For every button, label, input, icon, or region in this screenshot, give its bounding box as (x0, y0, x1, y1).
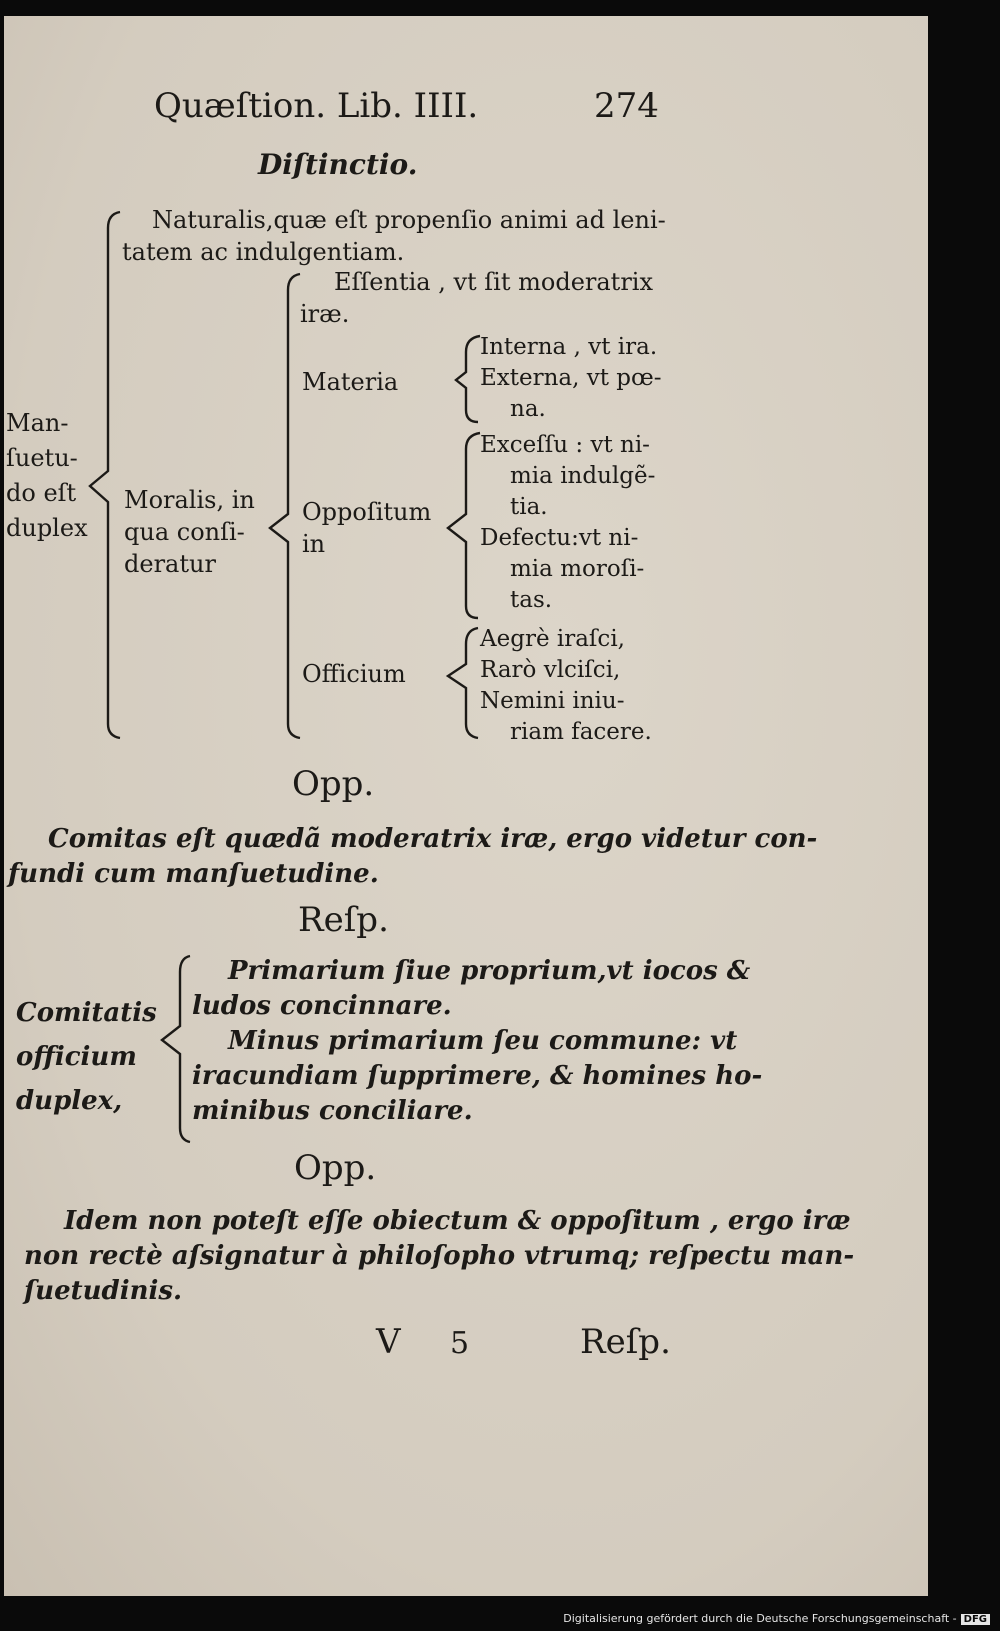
opp-text-1: Comitas eſt quædã moderatrix iræ, ergo videtur con- fundi cum manſuetudine. (8, 824, 818, 889)
officium-items: Aegrè iraſci, Rarò vlciſci, Nemini iniu- riam facere. (480, 626, 652, 745)
root-label: Man- ſuetu- do eſt duplex (6, 409, 88, 542)
resp-heading-1: Reſp. (298, 900, 389, 940)
dfg-logo: DFG (961, 1614, 990, 1625)
signature-mark: V (376, 1322, 401, 1362)
materia-label: Materia (302, 368, 399, 396)
essentia-text: Eſſentia , vt ſit moderatrix iræ. (300, 268, 654, 328)
page-number: 274 (594, 86, 659, 126)
brace-oppositum (448, 433, 480, 618)
brace-materia (456, 336, 480, 422)
materia-items: Interna , vt ira. Externa, vt pœ- na. (480, 334, 662, 422)
book-page (4, 16, 928, 1596)
brace-main (90, 212, 120, 738)
opp-heading-1: Opp. (292, 764, 375, 804)
moralis-text: Moralis, in qua conſi- deratur (124, 486, 255, 578)
naturalis-text: Naturalis,quæ eſt propenſio animi ad leni- tatem ac indulgentiam. (122, 206, 666, 266)
opp-heading-2: Opp. (294, 1148, 377, 1188)
oppositum-items: Exceſſu : vt ni- mia indulgẽ- tia. Defectu:vt ni- mia moroſi- tas. (480, 432, 656, 613)
section-title: Diſtinctio. (258, 148, 418, 181)
opp-text-2: Idem non poteſt eſſe obiectum & oppoſitum , ergo iræ non rectè aſsignatur à philoſopho vtrumq; reſpectu man- ſuetudinis. (24, 1206, 855, 1306)
digitization-credit: Digitalisierung gefördert durch die Deutsche Forschungsgemeinschaft - DFG (563, 1612, 990, 1625)
oppositum-label: Oppoſitum in (302, 498, 432, 558)
comitatis-branches: Primarium ſiue proprium,vt iocos & ludos concinnare. Minus primarium ſeu commune: vt iracundiam ſupprimere, & homines ho- minibus conciliare. (192, 956, 763, 1126)
comitatis-root: Comitatis officium duplex, (16, 998, 157, 1116)
brace-comitatis (162, 956, 190, 1142)
officium-label: Officium (302, 660, 406, 688)
signature-number: 5 (450, 1326, 470, 1361)
brace-moralis (270, 274, 300, 738)
running-title: Quæſtion. Lib. IIII. (154, 86, 479, 126)
brace-officium (448, 628, 478, 738)
catchword: Reſp. (580, 1322, 671, 1362)
